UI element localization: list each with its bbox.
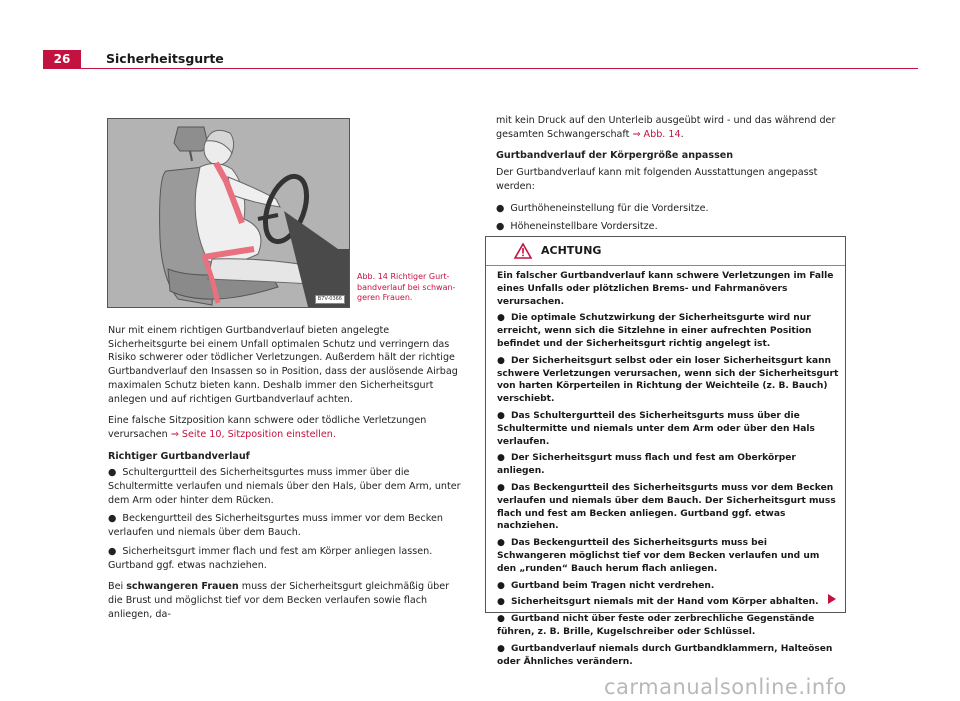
bullet-icon: ● — [496, 221, 505, 233]
section-heading: Richtiger Gurtbandverlauf — [108, 450, 250, 462]
warning-item: ● Der Sicherheitsgurt muss flach und fest am Oberkörper anliegen. — [497, 453, 796, 477]
list-item: ● Schultergurtteil des Sicherheitsgurtes muss immer über die Schultermitte verlaufen und niemals über den Hals, über dem Arm, unter dem Arm oder hinter dem Rücken. — [108, 467, 461, 506]
bullet-icon: ● — [108, 545, 117, 557]
page-header — [0, 0, 960, 70]
bullet-icon: ● — [108, 513, 117, 525]
bullet-icon: ● — [497, 538, 505, 549]
warning-item: ● Das Schultergurtteil des Sicherheitsgurts muss über die Schultermitte und niemals unter dem Arm oder über den Hals verlaufen. — [497, 410, 815, 447]
paragraph: mit kein Druck auf den Unterleib ausgeübt wird - und das während der gesamten Schwangerschaft ⇒ Abb. 14. — [496, 115, 836, 140]
paragraph: Bei schwangeren Frauen muss der Sicherheitsgurt gleichmäßig über die Brust und möglichst tief vor dem Becken verlaufen sowie flach anliegen, da- — [108, 581, 450, 620]
warning-item: ● Gurtband beim Tragen nicht verdrehen. — [497, 580, 715, 591]
figure-reference-link[interactable]: ⇒ Abb. 14 — [632, 128, 681, 140]
list-item: ● Gurthöheneinstellung für die Vordersitze. — [496, 202, 709, 214]
list-item: ● Sicherheitsgurt immer flach und fest am Körper anliegen lassen. Gurtband ggf. etwas nachziehen. — [108, 545, 433, 571]
chapter-title: Sicherheitsgurte — [106, 51, 224, 66]
bullet-icon: ● — [497, 597, 505, 608]
bullet-icon: ● — [497, 643, 505, 654]
warning-item: ● Das Beckengurtteil des Sicherheitsgurts muss bei Schwangeren möglichst tief vor dem Becken verlaufen und um den „runden“ Bauch herum flach anliegen. — [497, 538, 820, 574]
figure-code: B7V-0366 — [315, 295, 345, 304]
bullet-icon: ● — [497, 580, 505, 591]
warning-item: ● Das Beckengurtteil des Sicherheitsgurts muss vor dem Becken verlaufen und niemals über dem Bauch. Der Sicherheitsgurt muss flach und fest am Becken anliegen. Gurtband ggf. etwas nachziehen. — [497, 482, 836, 532]
warning-item: ● Der Sicherheitsgurt selbst oder ein loser Sicherheitsgurt kann schwere Verletzungen verursachen, wenn sich der Sicherheitsgurt von harten Körperteilen in Richtung der Weichteile (z. B. Bauch) verschiebt. — [497, 355, 839, 405]
page-number: 26 — [43, 50, 81, 68]
list-item: ● Beckengurtteil des Sicherheitsgurtes muss immer vor dem Becken verlaufen und niemals über dem Bauch. — [108, 513, 443, 539]
list-item: ● Höheneinstellbare Vordersitze. — [496, 221, 658, 233]
warning-body — [486, 266, 845, 668]
warning-title: ACHTUNG — [541, 244, 602, 257]
bullet-icon: ● — [108, 467, 117, 479]
bullet-icon: ● — [497, 355, 505, 366]
header-rule — [43, 68, 918, 69]
right-column — [496, 114, 851, 239]
bullet-icon: ● — [497, 410, 505, 421]
bullet-icon: ● — [497, 482, 505, 493]
warning-item: ● Die optimale Schutzwirkung der Sicherheitsgurte wird nur erreicht, wenn sich die Sitzlehne in einer aufrechten Position befindet und der Sicherheitsgurt richtig angelegt ist. — [497, 313, 812, 349]
paragraph: Nur mit einem richtigen Gurtbandverlauf bieten angelegte Sicherheitsgurte bei einem Unfall optimalen Schutz und verringern das Risiko schwerer oder tödlicher Verletzungen. Außerdem hält der richtige Gurtbandverlauf den Insassen so in Position, dass der auslösende Airbag maximalen Schutz bieten kann. Deshalb immer den Sicherheitsgurt anlegen und auf richtigen Gurtbandverlauf achten. — [108, 325, 458, 405]
figure-caption: Abb. 14 Richtiger Gurt-bandverlauf bei schwan-geren Frauen. — [357, 272, 456, 302]
left-column — [108, 324, 465, 629]
bullet-icon: ● — [496, 202, 505, 214]
section-heading: Gurtbandverlauf der Körpergröße anpassen — [496, 150, 734, 162]
warning-item: ● Gurtband nicht über feste oder zerbrechliche Gegenstände führen, z. B. Brille, Kugelschreiber oder Schlüssel. — [497, 614, 815, 637]
warning-header — [486, 237, 845, 266]
bullet-icon: ● — [497, 453, 505, 464]
pregnant-woman-seatbelt-illustration — [108, 119, 349, 307]
paragraph: Eine falsche Sitzposition kann schwere oder tödliche Verletzungen verursachen ⇒ Seite 10, Sitzposition einstellen. — [108, 415, 427, 440]
paragraph: Der Gurtbandverlauf kann mit folgenden Ausstattungen angepasst werden: — [496, 167, 818, 192]
watermark: carmanualsonline.info — [604, 675, 847, 699]
bullet-icon: ● — [497, 313, 505, 324]
warning-item: ● Sicherheitsgurt niemals mit der Hand vom Körper abhalten. — [497, 597, 819, 608]
figure-illustration — [107, 118, 350, 308]
warning-triangle-icon — [514, 243, 532, 259]
cross-reference-link[interactable]: ⇒ Seite 10, Sitzposition einstellen. — [170, 428, 336, 440]
bullet-icon: ● — [497, 614, 505, 625]
warning-box — [485, 236, 846, 667]
warning-item: ● Gurtbandverlauf niemals durch Gurtbandklammern, Halteösen oder Ähnliches verändern. — [497, 643, 833, 667]
continue-arrow-icon — [827, 594, 837, 604]
warning-intro: Ein falscher Gurtbandverlauf kann schwere Verletzungen im Falle eines Unfalls oder plötzlichen Brems- und Fahrmanövers verursachen. — [497, 271, 834, 307]
